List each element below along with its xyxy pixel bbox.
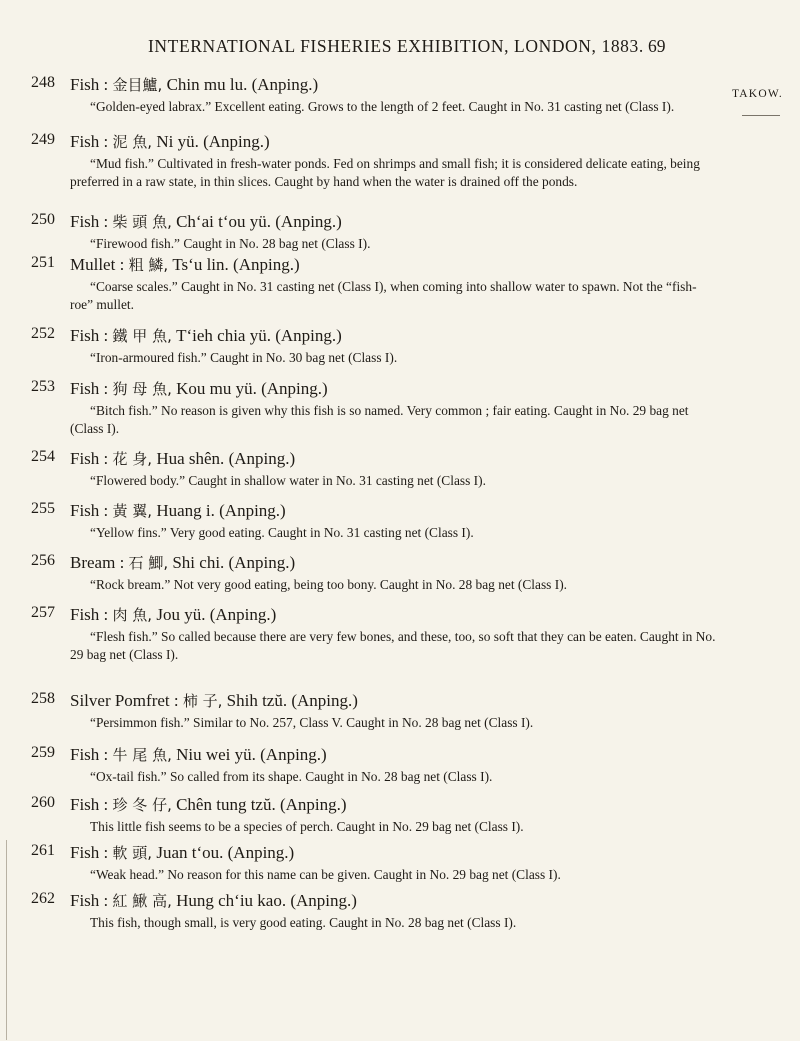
entry-place: (Anping.) (228, 553, 296, 572)
entry-description: This little fish seems to be a species of perch. Caught in No. 29 bag net (Class I). (90, 819, 524, 834)
entry-heading (70, 744, 327, 765)
entry-number: 255 (31, 500, 55, 517)
entry-label: Fish : (70, 212, 109, 231)
page-edge-rule (6, 840, 7, 1040)
entry-description: “Flesh fish.” So called because there are very few bones, and these, too, so soft that they can be eaten. Caught in No. 29 bag net (Class I). (70, 629, 716, 662)
running-title: INTERNATIONAL FISHERIES EXHIBITION, LONDON, 1883. (148, 36, 644, 56)
entry-romanized-name: Ch‘ai t‘ou yü. (176, 212, 271, 231)
entry-description: “Flowered body.” Caught in shallow water in No. 31 casting net (Class I). (90, 473, 486, 488)
entry-number: 250 (31, 211, 55, 228)
entry-place: (Anping.) (275, 326, 342, 345)
margin-note: TAKOW. (732, 88, 783, 100)
entry-heading (70, 500, 286, 521)
entry-romanized-name: Ni yü. (156, 132, 199, 151)
entry-chinese-characters: 花 身, (112, 450, 153, 468)
entry-number: 254 (31, 448, 55, 465)
entry-heading (70, 794, 347, 815)
entry-number: 259 (31, 744, 55, 761)
entry-number: 249 (31, 131, 55, 148)
entry-romanized-name: Niu wei yü. (176, 745, 256, 764)
entry-number: 251 (31, 254, 55, 271)
entry-heading (70, 890, 357, 911)
entry-romanized-name: Shih tzŭ. (226, 691, 288, 710)
page-header (0, 36, 800, 60)
entry-place: (Anping.) (290, 891, 357, 910)
entry-number: 260 (31, 794, 55, 811)
entry-chinese-characters: 肉 魚, (112, 606, 153, 624)
entry-place: (Anping.) (279, 795, 347, 814)
entry-romanized-name: Chên tung tzŭ. (176, 795, 276, 814)
entry-label: Fish : (70, 605, 109, 624)
entry-romanized-name: Shi chi. (172, 553, 225, 572)
entry-heading (70, 378, 328, 399)
entry-description: “Coarse scales.” Caught in No. 31 casting net (Class I), when coming into shallow water to spawn. Not the “fish-roe” mullet. (70, 279, 697, 312)
entry-description: “Ox-tail fish.” So called from its shape. Caught in No. 28 bag net (Class I). (90, 769, 493, 784)
entry-chinese-characters: 黃 翼, (112, 502, 153, 520)
entry-romanized-name: Hung ch‘iu kao. (176, 891, 287, 910)
entry-label: Fish : (70, 132, 109, 151)
entry-place: (Anping.) (260, 745, 327, 764)
entry-description: “Yellow fins.” Very good eating. Caught in No. 31 casting net (Class I). (90, 525, 474, 540)
entry-place: (Anping.) (233, 255, 300, 274)
entry-heading (70, 604, 276, 625)
entry-chinese-characters: 鐵 甲 魚, (112, 327, 172, 345)
entry-description: “Weak head.” No reason for this name can be given. Caught in No. 29 bag net (Class I). (90, 867, 561, 882)
entry-place: (Anping.) (291, 691, 358, 710)
entry-heading (70, 211, 342, 232)
entry-label: Silver Pomfret : (70, 691, 179, 710)
margin-rule (742, 115, 780, 116)
entry-chinese-characters: 泥 魚, (112, 133, 153, 151)
entry-description: “Iron-armoured fish.” Caught in No. 30 bag net (Class I). (90, 350, 398, 365)
entry-label: Fish : (70, 501, 109, 520)
entry-label: Fish : (70, 843, 109, 862)
entry-heading (70, 254, 300, 275)
entry-romanized-name: Juan t‘ou. (156, 843, 224, 862)
entry-heading (70, 448, 295, 469)
entry-description: This fish, though small, is very good eating. Caught in No. 28 bag net (Class I). (90, 915, 517, 930)
entry-number: 257 (31, 604, 55, 621)
entry-romanized-name: Jou yü. (156, 605, 206, 624)
entry-label: Fish : (70, 326, 109, 345)
entry-number: 248 (31, 74, 55, 91)
entry-number: 258 (31, 690, 55, 707)
entry-heading (70, 552, 295, 573)
page-number: 69 (648, 36, 666, 56)
entry-heading (70, 131, 270, 152)
entry-label: Fish : (70, 75, 109, 94)
entry-number: 262 (31, 890, 55, 907)
entry-label: Fish : (70, 795, 109, 814)
entry-romanized-name: Huang i. (156, 501, 215, 520)
entry-chinese-characters: 柿 子, (182, 692, 223, 710)
entry-place: (Anping.) (219, 501, 286, 520)
entry-chinese-characters: 軟 頭, (112, 844, 153, 862)
entry-description: “Mud fish.” Cultivated in fresh-water ponds. Fed on shrimps and small fish; it is considered delicate eating, being preferred in a raw state, in thin slices. Caught by hand when the water is drained off the ponds. (70, 156, 700, 189)
entry-number: 253 (31, 378, 55, 395)
entry-place: (Anping.) (261, 379, 328, 398)
entry-label: Fish : (70, 379, 109, 398)
entry-description: “Firewood fish.” Caught in No. 28 bag net (Class I). (90, 236, 371, 251)
entry-label: Mullet : (70, 255, 125, 274)
entry-description: “Golden-eyed labrax.” Excellent eating. Grows to the length of 2 feet. Caught in No. 31 casting net (Class I). (90, 99, 675, 114)
entry-place: (Anping.) (228, 449, 296, 468)
entry-place: (Anping.) (227, 843, 295, 862)
entry-heading (70, 74, 318, 95)
entry-romanized-name: T‘ieh chia yü. (176, 326, 271, 345)
entry-heading (70, 690, 358, 711)
entry-romanized-name: Kou mu yü. (176, 379, 257, 398)
entry-place: (Anping.) (203, 132, 270, 151)
entry-chinese-characters: 紅 鰍 高, (112, 892, 172, 910)
entry-label: Fish : (70, 745, 109, 764)
entry-chinese-characters: 狗 母 魚, (112, 380, 172, 398)
entry-chinese-characters: 石 鯽, (128, 554, 169, 572)
entry-number: 256 (31, 552, 55, 569)
entry-chinese-characters: 柴 頭 魚, (112, 213, 172, 231)
entry-heading (70, 842, 294, 863)
entry-place: (Anping.) (251, 75, 319, 94)
entry-description: “Bitch fish.” No reason is given why this fish is so named. Very common ; fair eating. Caught in No. 29 bag net (Class I). (70, 403, 689, 436)
entry-description: “Persimmon fish.” Similar to No. 257, Class V. Caught in No. 28 bag net (Class I). (90, 715, 534, 730)
entry-romanized-name: Hua shên. (156, 449, 225, 468)
entry-number: 252 (31, 325, 55, 342)
entry-place: (Anping.) (275, 212, 342, 231)
entry-label: Bream : (70, 553, 125, 572)
entry-chinese-characters: 粗 鱗, (128, 256, 169, 274)
entry-label: Fish : (70, 449, 109, 468)
entry-number: 261 (31, 842, 55, 859)
entry-romanized-name: Ts‘u lin. (172, 255, 229, 274)
entry-label: Fish : (70, 891, 109, 910)
entry-heading (70, 325, 342, 346)
entry-place: (Anping.) (209, 605, 277, 624)
entry-chinese-characters: 珍 冬 仔, (112, 796, 172, 814)
entry-chinese-characters: 牛 尾 魚, (112, 746, 172, 764)
entry-romanized-name: Chin mu lu. (166, 75, 248, 94)
entry-chinese-characters: 金目鱸, (112, 76, 163, 94)
entry-description: “Rock bream.” Not very good eating, being too bony. Caught in No. 28 bag net (Class I). (90, 577, 568, 592)
